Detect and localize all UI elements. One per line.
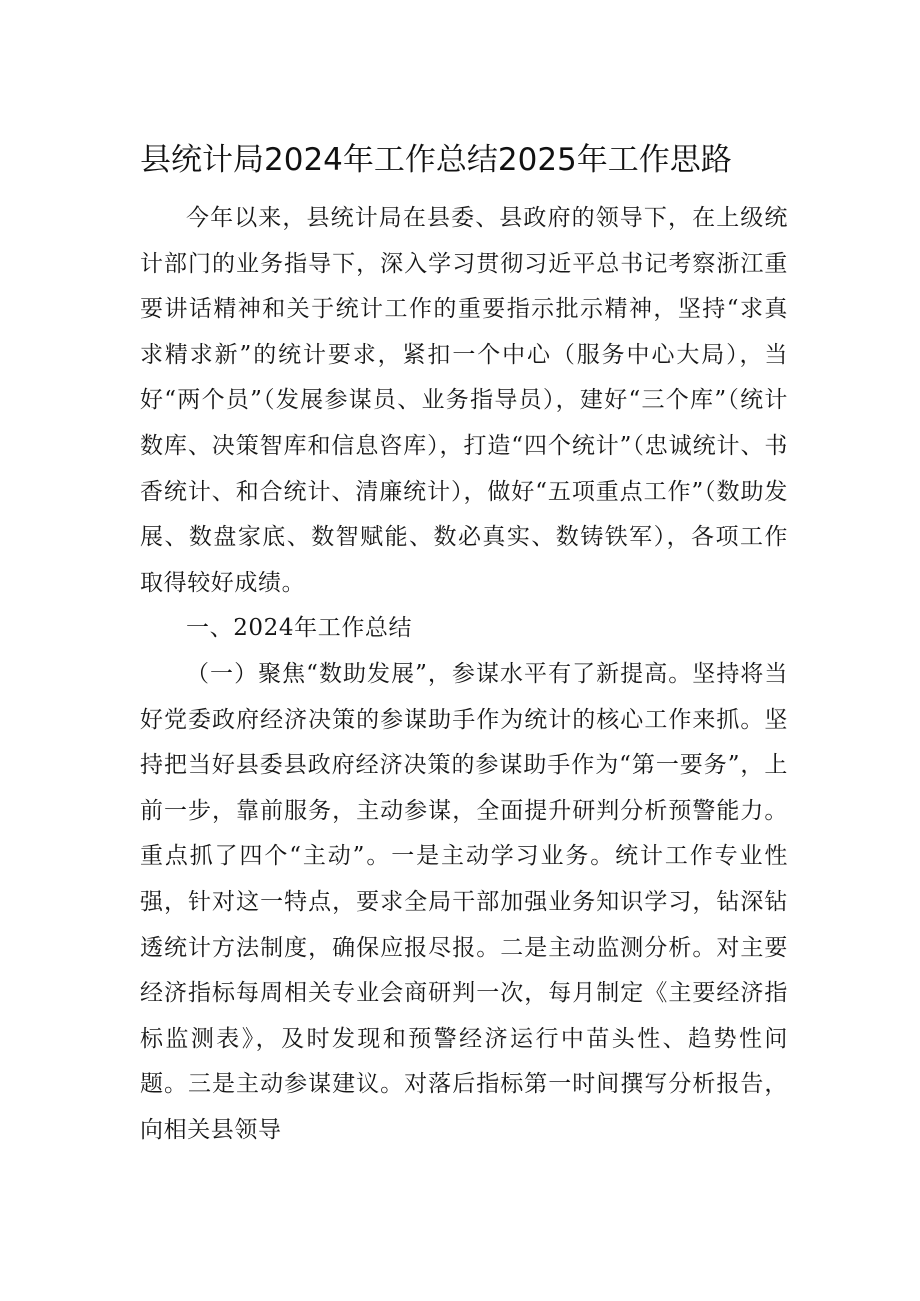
section-heading-1: 一、2024年工作总结 [186, 615, 413, 642]
document-body [140, 196, 788, 1153]
intro-paragraph: 今年以来，县统计局在县委、县政府的领导下，在上级统计部门的业务指导下，深入学习贯彻习近平总书记考察浙江重要讲话精神和关于统计工作的重要指示批示精神，坚持“求真求精求新”的统计要求，紧扣一个中心（服务中心大局），当好“两个员”（发展参谋员、业务指导员），建好“三个库”（统计数库、决策智库和信息咨库），打造“四个统计”（忠诚统计、书香统计、和合统计、清廉统计），做好“五项重点工作”（数助发展、数盘家底、数智赋能、数必真实、数铸铁军），各项工作取得较好成绩。 [140, 205, 788, 596]
section-1-paragraph-1: （一）聚焦“数助发展”，参谋水平有了新提高。坚持将当好党委政府经济决策的参谋助手作为统计的核心工作来抓。坚持把当好县委县政府经济决策的参谋助手作为“第一要务”，上前一步，靠前服务，主动参谋，全面提升研判分析预警能力。重点抓了四个“主动”。一是主动学习业务。统计工作专业性强，针对这一特点，要求全局干部加强业务知识学习，钻深钻透统计方法制度，确保应报尽报。二是主动监测分析。对主要经济指标每周相关专业会商研判一次，每月制定《主要经济指标监测表》，及时发现和预警经济运行中苗头性、趋势性问题。三是主动参谋建议。对落后指标第一时间撰写分析报告，向相关县领导 [140, 660, 788, 1143]
document-title: 县统计局2024年工作总结2025年工作思路 [140, 142, 732, 178]
